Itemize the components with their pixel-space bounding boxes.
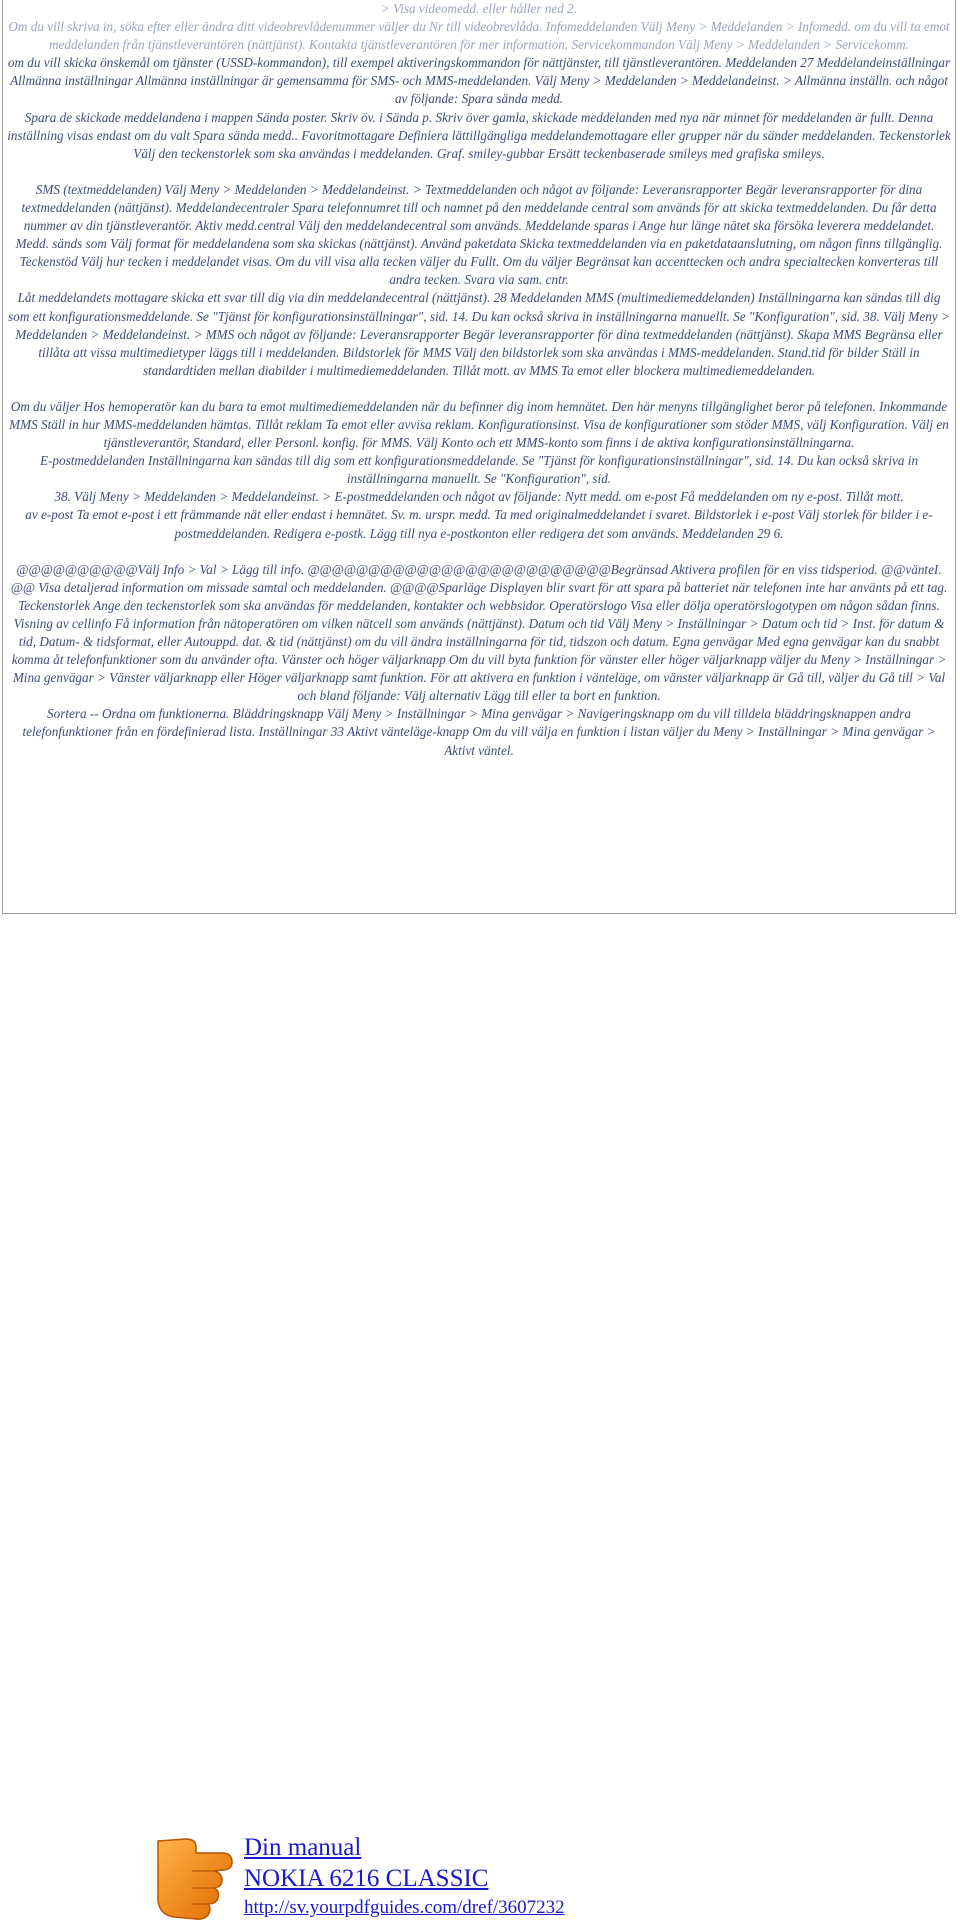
paragraph: Om du vill skriva in, söka efter eller ändra ditt videobrevlådenummer väljer du Nr till videobrevlåda. Infomeddelanden Välj Meny > Meddelanden > Infomedd. om du vill ta emot meddelanden från tjänstleverantören (nättjänst). Kontakta tjänstleverantören för mer information. Servicekommandon Välj Meny > Meddelanden > Servicekomm. bbox=[8, 19, 950, 53]
paragraph: Om du väljer Hos hemoperatör kan du bara ta emot multimediemeddelanden när du befinner dig inom hemnätet. Den här menyns tillgänglighet beror på telefonen. Inkommande MMS Ställ in hur MMS-meddelanden hämtas. Tillåt reklam Ta emot eller avvisa reklam. Konfigurationsinst. Visa de konfigurationer som stöder MMS, välj Konfiguration. Välj en tjänstleverantör, Standard, eller Personl. konfig. för MMS. Välj Konto och ett MMS-konto som finns i de aktiva konfigurationsinställningarna. bbox=[9, 398, 949, 451]
hand-pointer-icon bbox=[152, 1831, 236, 1925]
paragraph: @@@@@@@@@@Välj Info > Val > Lägg till info. @@@@@@@@@@@@@@@@@@@@@@@@@Begränsad Aktivera profilen för en viss tidsperiod. @@vänteI. @@ Visa detaljerad information om missade samtal och meddelanden. @@@@Sparläge Displayen blir svart för att spara på batteriet när telefonen inte har använts på ett tag. Teckenstorlek Ange den teckenstorlek som ska användas för meddelanden, kontakter och webbsidor. Operatörslogo Visa eller dölja operatörslogotypen om någon sådan finns. Visning av cellinfo Få information från nätoperatören om vilken nätcell som används (nättjänst). Datum och tid Välj Meny > Inställningar > Datum och tid > Inst. för datum & tid, Datum- & tidsformat, eller Autouppd. dat. & tid (nättjänst) om du vill ändra inställningarna för tid, tidszon och datum. Egna genvägar Med egna genvägar kan du snabbt komma åt telefonfunktioner som du använder ofta. Vänster och höger väljarknapp Om du vill byta funktion för vänster eller höger väljarknapp väljer du Meny > Inställningar > Mina genvägar > Vänster väljarknapp eller Höger väljarknapp samt funktion. För att aktivera en funktion i vänteläge, om vänster väljarknapp är Gå till, väljer du Gå till > Val och bland följande: Välj alternativ Lägg till eller ta bort en funktion. bbox=[10, 561, 948, 704]
spacer bbox=[7, 380, 951, 398]
product-link[interactable]: NOKIA 6216 CLASSIC bbox=[244, 1865, 489, 1892]
paragraph: SMS (textmeddelanden) Välj Meny > Meddelanden > Meddelandeinst. > Textmeddelanden och något av följande: Leveransrapporter Begär leveransrapporter för dina textmeddelanden (nättjänst). Meddelandecentraler Spara telefonnumret till och namnet på den meddelande central som används för att skicka textmeddelanden. Du får detta nummer av din tjänstleverantör. Aktiv medd.central Välj den meddelandecentral som används. Meddelande sparas i Ange hur länge nätet ska försöka leverera meddelandet. Medd. sänds som Välj format för meddelandena som ska skickas (nättjänst). Använd paketdata Skicka textmeddelanden via en paketdataanslutning, om någon finns tillgänglig. bbox=[15, 181, 943, 252]
manual-link[interactable]: Din manual bbox=[244, 1834, 362, 1861]
paragraph: Spara de skickade meddelandena i mappen Sända poster. Skriv öv. i Sända p. Skriv över gamla, skickade meddelanden med nya när minnet för meddelanden är fullt. Denna inställning visas endast om du valt Spara sända medd.. Favoritmottagare Definiera lättillgängliga meddelandemottagare eller grupper när du sänder meddelanden. Teckenstorlek Välj den teckenstorlek som ska användas i meddelanden. Graf. smiley-gubbar Ersätt teckenbaserade smileys med grafiska smileys. bbox=[7, 109, 951, 161]
paragraph: Låt meddelandets mottagare skicka ett svar till dig via din meddelandecentral (nättjänst). 28 Meddelanden MMS (multimediemeddelanden) Inställningarna kan sändas till dig som ett konfigurationsmeddelande. Se "Tjänst för konfigurationsinställningar", sid. 14. Du kan också skriva in inställningarna manuellt. Se "Konfiguration", sid. 38. Välj Meny > Meddelanden > Meddelandeinst. > MMS och något av följande: Leveransrapporter Begär leveransrapporter för dina textmeddelanden (nättjänst). Skapa MMS Begränsa eller tillåta att vissa multimedietyper läggs till i meddelanden. Bildstorlek för MMS Välj den bildstorlek som ska användas i MMS-meddelanden. Stand.tid för bilder Ställ in standardtiden mellan diabilder i multimediemeddelanden. Tillåt mott. av MMS Ta emot eller blockera multimediemeddelanden. bbox=[8, 290, 950, 378]
footer bbox=[0, 914, 960, 1918]
footer-links bbox=[244, 1832, 565, 1921]
paragraph: 38. Välj Meny > Meddelanden > Meddelandeinst. > E-postmeddelanden och något av följande: Nytt medd. om e-post Få meddelanden om ny e-post. Tillåt mott. bbox=[54, 489, 904, 505]
paragraph: Sortera -- Ordna om funktionerna. Bläddringsknapp Välj Meny > Inställningar > Mina genvägar > Navigeringsknapp om du vill tilldela bläddringsknappen andra telefonfunktioner från en fördefinierad lista. Inställningar 33 Aktivt vänteläge-knapp Om du vill välja en funktion i listan väljer du Meny > Inställningar > Mina genvägar > Aktivt väntel. bbox=[22, 706, 936, 758]
document-frame bbox=[2, 0, 956, 914]
spacer bbox=[7, 543, 951, 561]
paragraph: E-postmeddelanden Inställningarna kan sändas till dig som ett konfigurationsmeddelande. Se "Tjänst för konfigurationsinställningar", sid. 14. Du kan också skriva in inställningarna manuellt. Se "Konfiguration", sid. bbox=[39, 453, 919, 487]
url-link[interactable]: http://sv.yourpdfguides.com/dref/3607232 bbox=[244, 1897, 565, 1918]
paragraph: > Visa videomedd. eller håller ned 2. bbox=[380, 1, 578, 16]
document-body bbox=[3, 0, 955, 760]
paragraph: av e-post Ta emot e-post i ett främmande nät eller endast i hemnätet. Sv. m. urspr. medd. Ta med originalmeddelandet i svaret. Bildstorlek i e-post Välj storlek för bilder i e-postmeddelanden. Redigera e-postk. Lägg till nya e-postkonton eller redigera det som används. Meddelanden 29 6. bbox=[25, 507, 933, 541]
spacer bbox=[7, 163, 951, 181]
paragraph: Teckenstöd Välj hur tecken i meddelandet visas. Om du vill visa alla tecken väljer du Fullt. Om du väljer Begränsat kan accenttecken och andra specialtecken konverteras till andra tecken. Svara via sam. cntr. bbox=[19, 254, 939, 288]
paragraph: om du vill skicka önskemål om tjänster (USSD-kommandon), till exempel aktiveringskommandon för nättjänster, till tjänstleverantören. Meddelanden 27 Meddelandeinställningar Allmänna inställningar Allmänna inställningar är gemensamma för SMS- och MMS-meddelanden. Välj Meny > Meddelanden > Meddelandeinst. > Allmänna inställn. och något av följande: Spara sända medd. bbox=[7, 55, 951, 107]
